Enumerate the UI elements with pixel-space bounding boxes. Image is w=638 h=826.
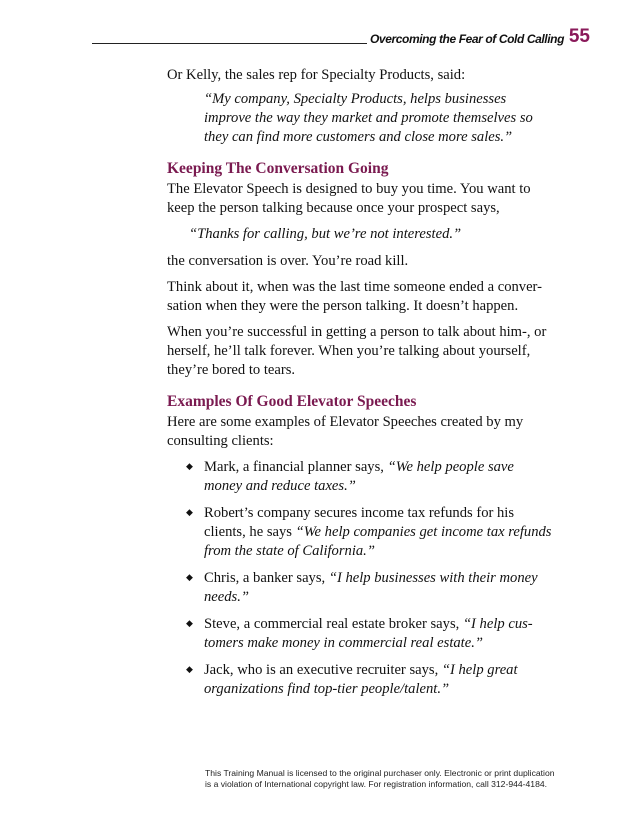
running-title: Overcoming the Fear of Cold Calling — [370, 32, 565, 46]
list-item-quote: “I help businesses with their money needs.” — [204, 570, 538, 605]
header-rule — [92, 43, 367, 44]
list-item-quote: “I help great organizations find top-tier people/talent.” — [204, 662, 518, 697]
list-item-text: Robert’s company secures income tax refunds for his clients, he says — [204, 505, 515, 540]
paragraph-talk-forever: When you’re successful in getting a person to talk about him-, or herself, he’ll talk forever. When you’re talking about yourself, they’re bored to tears. — [167, 324, 547, 378]
list-item-text: Jack, who is an executive recruiter says, — [204, 662, 442, 678]
page-number: 55 — [568, 26, 590, 47]
copyright-footer — [205, 768, 565, 790]
list-item — [167, 569, 555, 607]
footer-line-2: is a violation of International copyright law. For registration information, call 312-944-4184. — [205, 779, 548, 789]
diamond-bullet-icon: ◆ — [186, 508, 193, 518]
kelly-quote: “My company, Specialty Products, helps businesses improve the way they market and promote themselves so they can find more customers and close more sales.” — [204, 91, 533, 145]
page-body — [167, 66, 555, 707]
paragraph-think-about-it: Think about it, when was the last time someone ended a conver-sation when they were the person talking. It doesn’t happen. — [167, 279, 542, 314]
diamond-bullet-icon: ◆ — [186, 573, 193, 583]
diamond-bullet-icon: ◆ — [186, 462, 193, 472]
list-item-quote: “We help people save money and reduce taxes.” — [204, 459, 514, 494]
paragraph-elevator-speech: The Elevator Speech is designed to buy you time. You want to keep the person talking because once your prospect says, — [167, 181, 531, 216]
examples-list — [167, 458, 555, 699]
paragraph-road-kill: the conversation is over. You’re road kill. — [167, 253, 409, 269]
list-item — [167, 615, 555, 653]
list-item — [167, 661, 555, 699]
list-item — [167, 458, 555, 496]
list-item-text: Steve, a commercial real estate broker says, — [204, 616, 463, 632]
paragraph-examples-intro: Here are some examples of Elevator Speeches created by my consulting clients: — [167, 414, 524, 449]
page-header — [92, 24, 592, 50]
thanks-quote: “Thanks for calling, but we’re not interested.” — [189, 226, 462, 242]
list-item-text: Chris, a banker says, — [204, 570, 329, 586]
list-item-text: Mark, a financial planner says, — [204, 459, 388, 475]
footer-line-1: This Training Manual is licensed to the original purchaser only. Electronic or print duplication — [205, 768, 555, 778]
list-item — [167, 504, 555, 561]
section-heading-examples: Examples Of Good Elevator Speeches — [167, 393, 417, 410]
diamond-bullet-icon: ◆ — [186, 665, 193, 675]
diamond-bullet-icon: ◆ — [186, 619, 193, 629]
list-item-quote: “We help companies get income tax refunds from the state of California.” — [204, 524, 552, 559]
section-heading-conversation: Keeping The Conversation Going — [167, 160, 389, 177]
intro-paragraph: Or Kelly, the sales rep for Specialty Products, said: — [167, 67, 466, 83]
list-item-quote: “I help cus-tomers make money in commercial real estate.” — [204, 616, 533, 651]
